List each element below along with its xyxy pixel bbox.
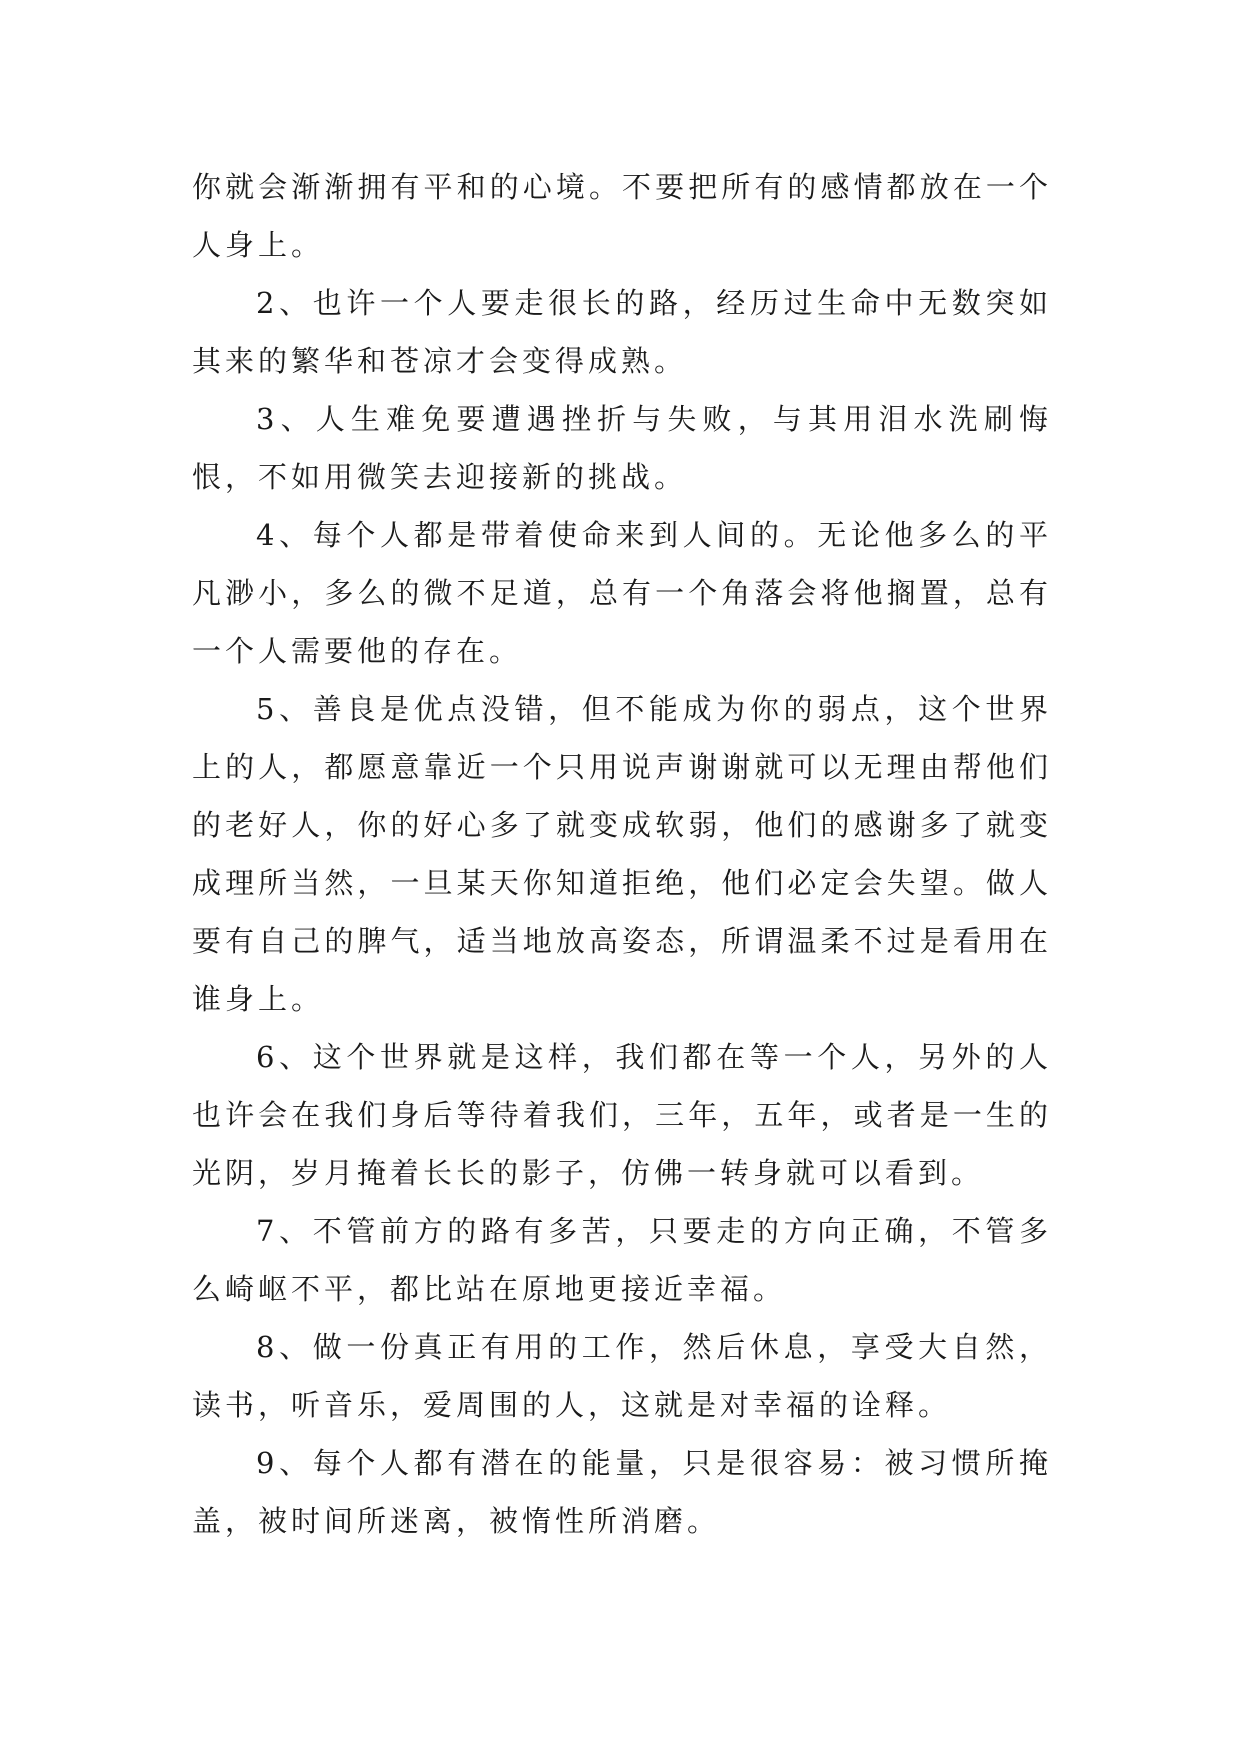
document-body	[192, 158, 1052, 1550]
paragraph-8: 8、做一份真正有用的工作，然后休息，享受大自然，读书，听音乐，爱周围的人，这就是对幸福的诠释。	[192, 1330, 1052, 1422]
paragraph-1: 你就会渐渐拥有平和的心境。不要把所有的感情都放在一个人身上。	[192, 170, 1052, 262]
paragraph-3: 3、人生难免要遭遇挫折与失败，与其用泪水洗刷悔恨，不如用微笑去迎接新的挑战。	[192, 402, 1052, 494]
paragraph-7: 7、不管前方的路有多苦，只要走的方向正确，不管多么崎岖不平，都比站在原地更接近幸福。	[192, 1214, 1052, 1306]
paragraph-2: 2、也许一个人要走很长的路，经历过生命中无数突如其来的繁华和苍凉才会变得成熟。	[192, 286, 1052, 378]
paragraph-5: 5、善良是优点没错，但不能成为你的弱点，这个世界上的人，都愿意靠近一个只用说声谢谢就可以无理由帮他们的老好人，你的好心多了就变成软弱，他们的感谢多了就变成理所当然，一旦某天你知道拒绝，他们必定会失望。做人要有自己的脾气，适当地放高姿态，所谓温柔不过是看用在谁身上。	[192, 692, 1052, 1016]
paragraph-9: 9、每个人都有潜在的能量，只是很容易：被习惯所掩盖，被时间所迷离，被惰性所消磨。	[192, 1446, 1052, 1538]
paragraph-4: 4、每个人都是带着使命来到人间的。无论他多么的平凡渺小，多么的微不足道，总有一个角落会将他搁置，总有一个人需要他的存在。	[192, 518, 1052, 668]
paragraph-6: 6、这个世界就是这样，我们都在等一个人，另外的人也许会在我们身后等待着我们，三年，五年，或者是一生的光阴，岁月掩着长长的影子，仿佛一转身就可以看到。	[192, 1040, 1052, 1190]
